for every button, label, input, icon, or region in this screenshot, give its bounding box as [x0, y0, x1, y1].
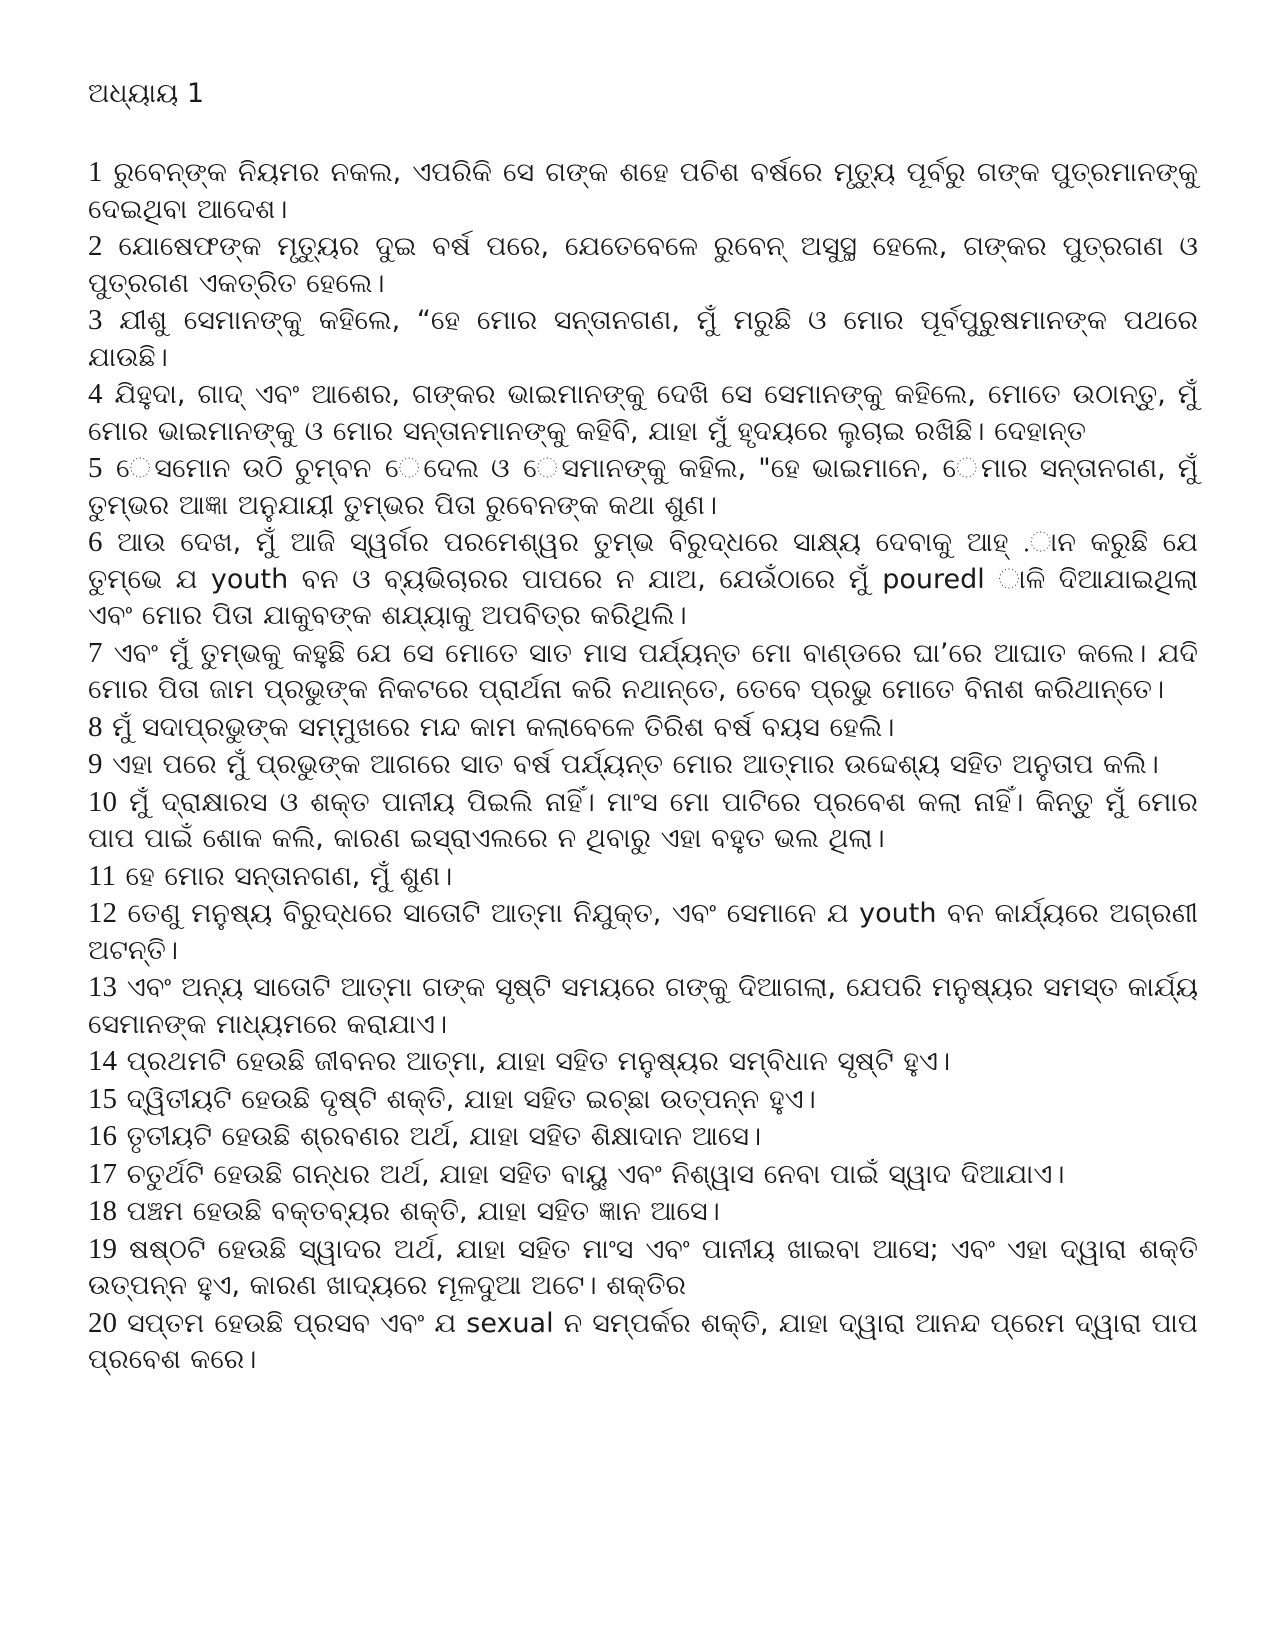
verse-text: ଚତୁର୍ଥଟି ହେଉଛି ଗନ୍ଧର ଅର୍ଥ, ଯାହା ସହିତ ବାୟୁ ଏବଂ ନିଶ୍ୱାସ ନେବା ପାଇଁ ସ୍ୱାଦ ଦିଆଯାଏ।: [126, 1158, 1065, 1190]
verse-8: [88, 709, 1198, 747]
verse-number: 4: [88, 378, 103, 410]
verse-text: ମୁଁ ସଦାପ୍ରଭୁଙ୍କ ସମ୍ମୁଖରେ ମନ୍ଦ କାମ କଲାବେଳେ ତିରିଶ ବର୍ଷ ବୟସ ହେଲି।: [112, 711, 895, 743]
verse-text: ଦ୍ୱିତୀୟଟି ହେଉଛି ଦୃଷ୍ଟି ଶକ୍ତି, ଯାହା ସହିତ ଇଚ୍ଛା ଉତ୍ପନ୍ନ ହୁଏ।: [126, 1083, 816, 1115]
verse-12: [88, 895, 1198, 969]
verse-text: ତେଣୁ ମନୁଷ୍ୟ ବିରୁଦ୍ଧରେ ସାତୋଟି ଆତ୍ମା ନିଯୁକ୍ତ, ଏବଂ ସେମାନେ ଯ youth ବନ କାର୍ଯ୍ୟରେ ଅଗ୍ରଣୀ ଅଟନ୍ତି।: [88, 898, 1198, 966]
verse-7: [88, 635, 1198, 709]
verse-number: 12: [88, 897, 117, 929]
verse-number: 13: [88, 971, 117, 1003]
verse-text: େସମୋନ ଉଠି ଚୁମ୍ବନ େଦେଲ ଓ େସମାନଙ୍କୁ କହିଲ, "ହେ ଭାଇମାନେ, େମାର ସନ୍ତାନଗଣ, ମୁଁ ତୁମ୍ଭର ଆଜ୍ଞା ଅନୁଯାୟୀ ତୁମ୍ଭର ପିତା ରୁବେନଙ୍କ କଥା ଶୁଣ।: [88, 453, 1198, 521]
verse-number: 2: [88, 230, 103, 262]
verse-14: [88, 1043, 1198, 1081]
document-page: [88, 76, 1198, 1379]
verse-15: [88, 1081, 1198, 1119]
verse-4: [88, 376, 1198, 450]
verse-number: 9: [88, 748, 103, 780]
chapter-title: ଅଧ୍ୟାୟ 1: [88, 78, 205, 109]
verse-number: 3: [88, 304, 103, 336]
verse-number: 10: [88, 785, 117, 818]
verse-3: [88, 302, 1198, 376]
verse-number: 19: [88, 1232, 117, 1265]
verse-text: ତୃତୀୟଟି ହେଉଛି ଶ୍ରବଣର ଅର୍ଥ, ଯାହା ସହିତ ଶିକ୍ଷାଦାନ ଆସେ।: [126, 1121, 762, 1152]
verse-16: [88, 1118, 1198, 1156]
verse-text: ମୁଁ ଦ୍ରାକ୍ଷାରସ ଓ ଶକ୍ତ ପାନୀୟ ପିଇଲି ନାହିଁ। ମାଂସ ମୋ ପାଟିରେ ପ୍ରବେଶ କଲା ନାହିଁ। କିନ୍ତୁ ମୁଁ ମୋର ପାପ ପାଇଁ ଶୋକ କଲି, କାରଣ ଇସ୍ରାଏଲରେ ନ ଥିବାରୁ ଏହା ବହୁତ ଭଲ ଥିଲା।: [88, 786, 1198, 854]
verse-17: [88, 1156, 1198, 1194]
verse-text: ଯୋଷେଫଙ୍କ ମୃତ୍ୟୁର ଦୁଇ ବର୍ଷ ପରେ, ଯେତେବେଳେ ରୁବେନ୍ ଅସୁସ୍ଥ ହେଲେ, ଗଙ୍କର ପୁତ୍ରଗଣ ଓ ପୁତ୍ରଗଣ ଏକତ୍ରିତ ହେଲେ।: [88, 231, 1198, 299]
verse-number: 6: [88, 526, 103, 558]
verse-number: 8: [88, 710, 103, 743]
verse-13: [88, 969, 1198, 1043]
verse-text: ସପ୍ତମ ହେଉଛି ପ୍ରସବ ଏବଂ ଯ sexual ନ ସମ୍ପର୍କର ଶକ୍ତି, ଯାହା ଦ୍ୱାରା ଆନନ୍ଦ ପ୍ରେମ ଦ୍ୱାରା ପାପ ପ୍ରବେଶ କରେ।: [88, 1307, 1199, 1375]
verse-text: ଷଷ୍ଠଟି ହେଉଛି ସ୍ୱାଦର ଅର୍ଥ, ଯାହା ସହିତ ମାଂସ ଏବଂ ପାନୀୟ ଖାଇବା ଆସେ; ଏବଂ ଏହା ଦ୍ୱାରା ଶକ୍ତି ଉତ୍ପନ୍ନ ହୁଏ, କାରଣ ଖାଦ୍ୟରେ ମୂଳଦୁଆ ଅଟେ। ଶକ୍ତିର: [88, 1233, 1198, 1301]
verse-text: ଯୀଶୁ ସେମାନଙ୍କୁ କହିଲେ, “ହେ ମୋର ସନ୍ତାନଗଣ, ମୁଁ ମରୁଛି ଓ ମୋର ପୂର୍ବପୁରୁଷମାନଙ୍କ ପଥରେ ଯାଉଛି।: [88, 305, 1199, 373]
verse-6: [88, 524, 1198, 635]
verse-18: [88, 1193, 1198, 1231]
verse-2: [88, 228, 1198, 302]
verse-text: ଏହା ପରେ ମୁଁ ପ୍ରଭୁଙ୍କ ଆଗରେ ସାତ ବର୍ଷ ପର୍ଯ୍ୟନ୍ତ ମୋର ଆତ୍ମାର ଉଦ୍ଦେଶ୍ୟ ସହିତ ଅନୁତାପ କଲି।: [112, 749, 1159, 780]
verse-text: ଏବଂ ଅନ୍ୟ ସାତୋଟି ଆତ୍ମା ଗଙ୍କ ସୃଷ୍ଟି ସମୟରେ ଗଙ୍କୁ ଦିଆଗଲା, ଯେପରି ମନୁଷ୍ୟର ସମସ୍ତ କାର୍ଯ୍ୟ ସେମାନଙ୍କ ମାଧ୍ୟମରେ କରାଯାଏ।: [88, 972, 1198, 1040]
verse-number: 7: [88, 636, 103, 669]
verse-19: [88, 1231, 1198, 1305]
verse-text: ଏବଂ ମୁଁ ତୁମ୍ଭକୁ କହୁଛି ଯେ ସେ ମୋତେ ସାତ ମାସ ପର୍ଯ୍ୟନ୍ତ ମୋ ବାଣ୍ଡରେ ଘା’ରେ ଆଘାତ କଲେ। ଯଦି ମୋର ପିତା ଜାମ ପ୍ରଭୁଙ୍କ ନିକଟରେ ପ୍ରାର୍ଥନା କରି ନଥାନ୍ତେ, ତେବେ ପ୍ରଭୁ ମୋତେ ବିନାଶ କରିଥାନ୍ତେ।: [88, 637, 1198, 705]
verse-1: [88, 154, 1198, 228]
verse-text: ଯିହୁଦା, ଗାଦ୍ ଏବଂ ଆଶେର, ଗଙ୍କର ଭାଇମାନଙ୍କୁ ଦେଖି ସେ ସେମାନଙ୍କୁ କହିଲେ, ମୋତେ ଉଠାନ୍ତୁ, ମୁଁ ମୋର ଭାଇମାନଙ୍କୁ ଓ ମୋର ସନ୍ତାନମାନଙ୍କୁ କହିବି, ଯାହା ମୁଁ ହୃଦୟରେ ଲୁଚାଇ ରଖିଛି। ଦେହାନ୍ତ: [88, 379, 1198, 447]
verse-number: 14: [88, 1045, 117, 1077]
verse-text: ରୁବେନ୍ଙ୍କ ନିୟମର ନକଲ, ଏପରିକି ସେ ଗଙ୍କ ଶହେ ପଚିଶ ବର୍ଷରେ ମୃତ୍ୟୁ ପୂର୍ବରୁ ଗଙ୍କ ପୁତ୍ରମାନଙ୍କୁ ଦେଇଥିବା ଆଦେଶ।: [88, 157, 1198, 225]
verse-text: ପଞ୍ଚମ ହେଉଛି ବକ୍ତବ୍ୟର ଶକ୍ତି, ଯାହା ସହିତ ଜ୍ଞାନ ଆସେ।: [126, 1196, 720, 1227]
verse-text: ହେ ମୋର ସନ୍ତାନଗଣ, ମୁଁ ଶୁଣ।: [125, 860, 453, 892]
verse-9: [88, 746, 1198, 784]
verse-number: 20: [88, 1306, 117, 1339]
verse-20: [88, 1305, 1198, 1379]
verse-number: 18: [88, 1195, 117, 1227]
verse-5: [88, 450, 1198, 524]
verse-11: [88, 858, 1198, 896]
verse-number: 17: [88, 1157, 117, 1190]
verse-text: ଆଉ ଦେଖ, ମୁଁ ଆଜି ସ୍ୱର୍ଗର ପରମେଶ୍ୱର ତୁମ୍ଭ ବିରୁଦ୍ଧରେ ସାକ୍ଷ୍ୟ ଦେବାକୁ ଆହ୍ .ାନ କରୁଛି ଯେ ତୁମ୍ଭେ ଯ youth ବନ ଓ ବ୍ୟଭିଚାରର ପାପରେ ନ ଯାଅ, ଯେଉଁଠାରେ ମୁଁ pouredl ାଳି ଦିଆଯାଇଥିଲା ଏବଂ ମୋର ପିତା ଯାକୁବଙ୍କ ଶଯ୍ୟାକୁ ଅପବିତ୍ର କରିଥିଲି।: [88, 527, 1198, 631]
verse-number: 5: [88, 452, 103, 484]
verse-text: ପ୍ରଥମଟି ହେଉଛି ଜୀବନର ଆତ୍ମା, ଯାହା ସହିତ ମନୁଷ୍ୟର ସମ୍ବିଧାନ ସୃଷ୍ଟି ହୁଏ।: [126, 1046, 951, 1077]
verse-number: 15: [88, 1082, 117, 1115]
verse-number: 11: [88, 859, 116, 892]
verse-10: [88, 784, 1198, 858]
verse-number: 1: [88, 156, 103, 188]
verse-number: 16: [88, 1120, 117, 1152]
